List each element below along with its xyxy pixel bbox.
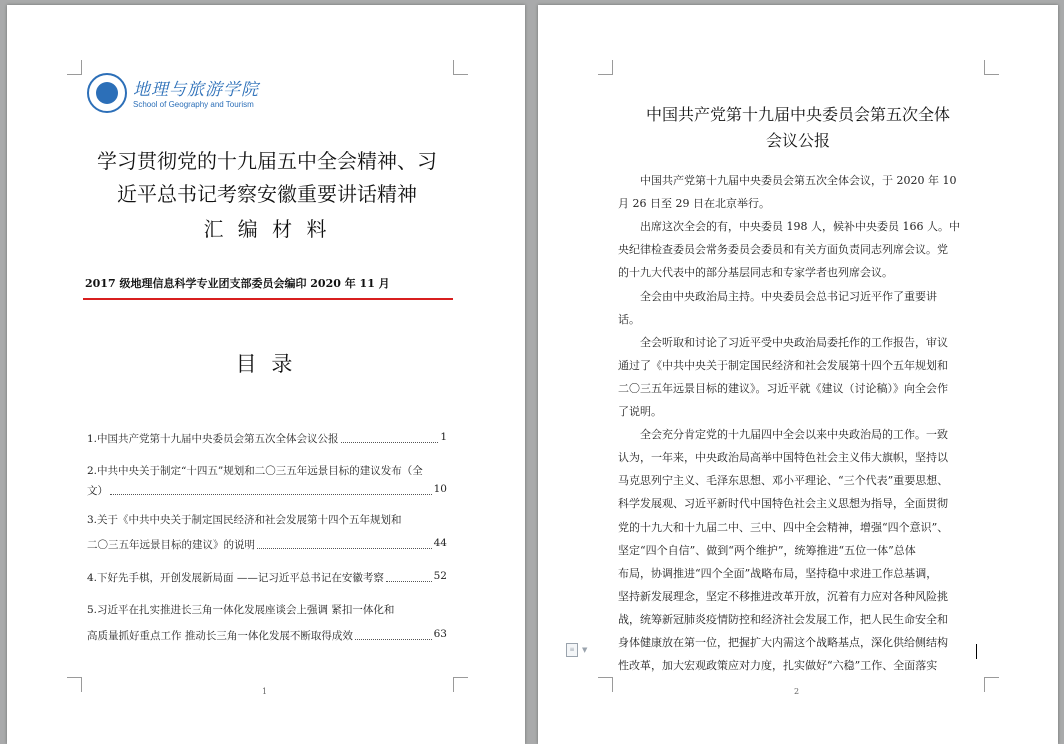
toc-leader	[341, 431, 439, 443]
toc-entry-text: 文）	[87, 485, 108, 497]
body-line: 央纪律检查委员会常务委员会委员和有关方面负责同志列席会议。党	[618, 243, 948, 257]
toc-entry-page: 52	[433, 570, 447, 582]
body-line: 坚持新发展理念，坚定不移推进改革开放，沉着有力应对各种风险挑	[618, 589, 948, 603]
logo-english-text: School of Geography and Tourism	[133, 100, 254, 109]
body-line: 马克思列宁主义、毛泽东思想、邓小平理论、“三个代表”重要思想、	[618, 474, 949, 488]
body-line: 中国共产党第十九届中央委员会第五次全体会议，于 2020 年 10	[640, 174, 957, 187]
crop-mark	[598, 677, 613, 692]
toc-entry-page: 63	[433, 628, 447, 640]
body-line: 了说明。	[618, 405, 662, 418]
page-number: 1	[262, 687, 268, 696]
toc-entry-text: 4.下好先手棋，开创发展新局面 ——记习近平总书记在安徽考察	[87, 572, 384, 584]
crop-mark	[67, 60, 82, 75]
document-title-line-2: 近平总书记考察安徽重要讲话精神	[117, 182, 417, 206]
document-title-line-3: 汇 编 材 料	[203, 217, 331, 241]
article-title-line-1: 中国共产党第十九届中央委员会第五次全体	[645, 105, 950, 124]
toc-leader	[386, 570, 432, 582]
body-line: 全会充分肯定党的十九届四中全会以来中央政治局的工作。一致	[640, 428, 948, 442]
toc-leader	[355, 628, 432, 640]
toc-entry-page: 44	[433, 537, 447, 549]
page-number: 2	[794, 687, 800, 696]
text-cursor	[976, 644, 977, 659]
body-line: 全会由中央政治局主持。中央委员会总书记习近平作了重要讲	[640, 289, 937, 303]
body-line: 二〇三五年远景目标的建议》。习近平就《建议（讨论稿）》向全会作	[618, 381, 948, 395]
school-logo	[87, 73, 287, 117]
school-seal-icon	[87, 73, 127, 113]
article-title-line-2: 会议公报	[765, 131, 830, 150]
body-line: 坚定“四个自信”、做到“两个维护”，统筹推进“五位一体”总体	[618, 543, 916, 557]
body-line: 话。	[618, 312, 640, 326]
document-options-icon[interactable]: ≡	[566, 643, 578, 657]
chevron-down-icon[interactable]: ▼	[582, 646, 588, 654]
crop-mark	[598, 60, 613, 75]
crop-mark	[984, 677, 999, 692]
document-page-1	[7, 5, 525, 744]
body-line: 认为，一年来，中央政治局高举中国特色社会主义伟大旗帜，坚持以	[618, 451, 948, 465]
toc-entry-text: 二〇三五年远景目标的建议》的说明	[87, 539, 255, 551]
toc-entry-text: 高质量抓好重点工作 推动长三角一体化发展不断取得成效	[87, 630, 353, 642]
body-line: 出席这次全会的有，中央委员 198 人，候补中央委员 166 人。中	[640, 220, 960, 234]
document-title-line-1: 学习贯彻党的十九届五中全会精神、习	[97, 149, 437, 173]
toc-entry[interactable]	[87, 537, 447, 552]
body-line: 布局，协调推进“四个全面”战略布局，坚持稳中求进工作总基调，	[618, 566, 938, 580]
body-line: 党的十九大和十九届二中、三中、四中全会精神，增强“四个意识”、	[618, 520, 949, 534]
toc-entry-page: 10	[433, 483, 447, 495]
logo-chinese-text: 地理与旅游学院	[133, 80, 259, 100]
crop-mark	[984, 60, 999, 75]
crop-mark	[453, 677, 468, 692]
crop-mark	[67, 677, 82, 692]
body-line: 战，统筹新冠肺炎疫情防控和经济社会发展工作，把人民生命安全和	[618, 612, 948, 626]
body-line: 科学发展观、习近平新时代中国特色社会主义思想为指导，全面贯彻	[618, 497, 948, 511]
toc-heading: 目 录	[235, 352, 297, 376]
toc-entry[interactable]: 2.中共中央关于制定“十四五”规划和二〇三五年远景目标的建议发布（全	[87, 465, 423, 477]
body-line: 全会听取和讨论了习近平受中央政治局委托作的工作报告，审议	[640, 335, 948, 349]
crop-mark	[453, 60, 468, 75]
toc-leader	[257, 537, 432, 549]
document-page-2	[538, 5, 1058, 744]
toc-entry[interactable]	[87, 431, 447, 446]
body-line: 性改革，加大宏观政策应对力度，扎实做好“六稳”工作、全面落实	[618, 659, 938, 673]
toc-entry[interactable]	[87, 570, 447, 585]
body-line: 通过了《中共中央关于制定国民经济和社会发展第十四个五年规划和	[618, 358, 948, 372]
compiler-line: 2017 级地理信息科学专业团支部委员会编印 2020 年 11 月	[85, 277, 390, 290]
toc-entry[interactable]: 5.习近平在扎实推进长三角一体化发展座谈会上强调 紧扣一体化和	[87, 604, 395, 616]
body-line: 的十九大代表中的部分基层同志和专家学者也列席会议。	[618, 266, 893, 280]
body-line: 身体健康放在第一位，把握扩大内需这个战略基点，深化供给侧结构	[618, 636, 948, 649]
toc-entry-page: 1	[440, 431, 447, 443]
toc-entry[interactable]	[87, 628, 447, 643]
toc-leader	[110, 483, 432, 495]
toc-entry[interactable]: 3.关于《中共中央关于制定国民经济和社会发展第十四个五年规划和	[87, 514, 402, 526]
red-divider	[83, 298, 453, 300]
toc-entry-text: 1.中国共产党第十九届中央委员会第五次全体会议公报	[87, 433, 339, 445]
toc-entry[interactable]	[87, 483, 447, 498]
body-line: 月 26 日至 29 日在北京举行。	[618, 197, 770, 211]
